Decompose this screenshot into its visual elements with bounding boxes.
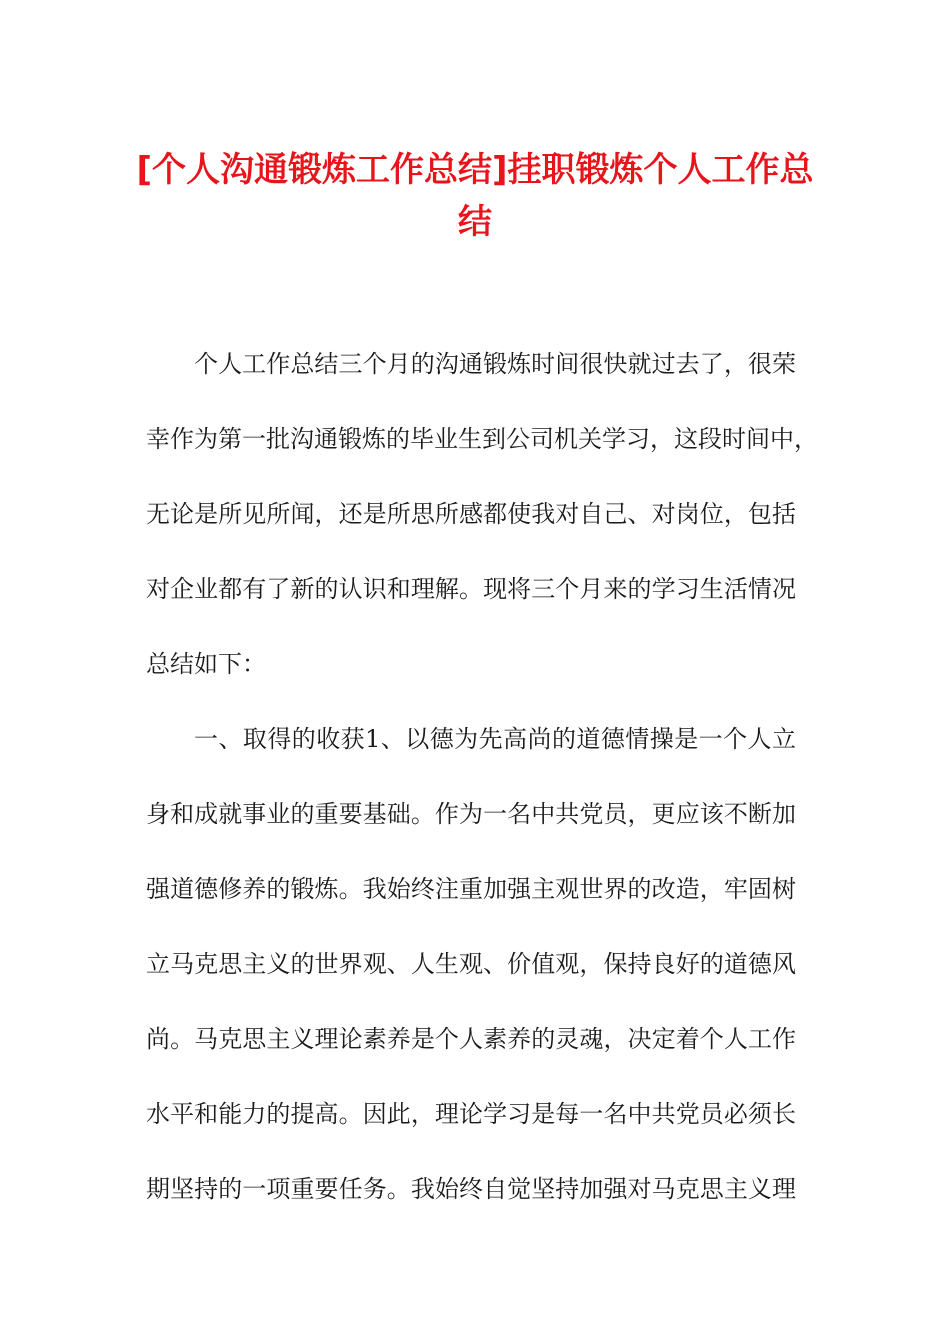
body-line: 一、取得的收获1、以德为先高尚的道德情操是一个人立	[194, 725, 796, 753]
document-title: [个人沟通锻炼工作总结]挂职锻炼个人工作总结	[136, 150, 814, 242]
body-line: 期坚持的一项重要任务。我始终自觉坚持加强对马克思主义理	[146, 1175, 796, 1203]
body-line: 尚。马克思主义理论素养是个人素养的灵魂，决定着个人工作	[146, 1025, 796, 1053]
body-line: 水平和能力的提高。因此，理论学习是每一名中共党员必须长	[146, 1100, 796, 1128]
body-line: 身和成就事业的重要基础。作为一名中共党员，更应该不断加	[146, 800, 796, 828]
document-body	[146, 327, 818, 1227]
body-line: 强道德修养的锻炼。我始终注重加强主观世界的改造，牢固树	[146, 875, 796, 903]
body-line: 无论是所见所闻，还是所思所感都使我对自己、对岗位，包括	[146, 500, 796, 528]
body-line: 个人工作总结三个月的沟通锻炼时间很快就过去了，很荣	[194, 350, 796, 378]
body-line: 总结如下：	[146, 650, 266, 678]
body-line: 立马克思主义的世界观、人生观、价值观，保持良好的道德风	[146, 950, 796, 978]
body-line: 对企业都有了新的认识和理解。现将三个月来的学习生活情况	[146, 575, 796, 603]
body-line: 幸作为第一批沟通锻炼的毕业生到公司机关学习，这段时间中，	[146, 425, 818, 453]
